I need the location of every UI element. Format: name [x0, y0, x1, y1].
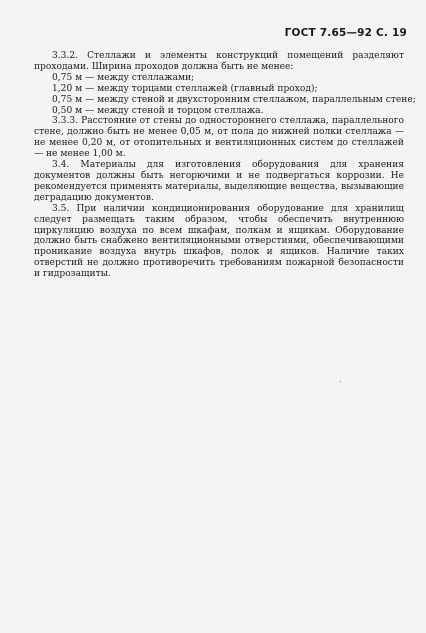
clause-3-5: 3.5. При наличии кондиционирования оборудование для хранилищ следует размещать таким образом, чтобы обеспечить внутреннюю циркуляцию воздуха по всем шкафам, полкам и ящикам. Оборудование должно быть снабжено вентиляционными отверстиями, обеспечивающими проникание воздуха внутрь шкафов, полок и ящиков. Наличие таких отверстий не должно противоречить требованиям пожарной безопасности и гидрозащиты.: [34, 203, 404, 280]
clause-3-3-2-item: 0,50 м — между стеной и торцом стеллажа.: [52, 105, 264, 116]
scan-speck: [340, 381, 341, 382]
clause-3-3-2-intro: 3.3.2. Стеллажи и элементы конструкций помещений разделяют проходами. Ширина проходов должна быть не менее:: [34, 51, 404, 72]
clause-3-4: 3.4. Материалы для изготовления оборудования для хранения документов должны быть негорючими и не подвергаться коррозии. Не рекомендуется применять материалы, выделяющие вещества, вызывающие деградацию документов.: [34, 160, 404, 203]
clause-3-3-3: 3.3.3. Расстояние от стены до одностороннего стеллажа, параллельного стене, должно быть не менее 0,05 м, от пола до нижней полки стеллажа — не менее 0,20 м, от отопительных и вентиляционных систем до стеллажей — не менее 1,00 м.: [34, 116, 404, 160]
clause-3-3-2-item: 1,20 м — между торцами стеллажей (главный проход);: [52, 83, 318, 94]
document-body: [34, 51, 416, 280]
clause-3-3-2-item: 0,75 м — между стеллажами;: [52, 72, 195, 83]
page-header: ГОСТ 7.65—92 С. 19: [284, 27, 407, 39]
clause-3-3-2-item: 0,75 м — между стеной и двухсторонним стеллажом, параллельным стене;: [52, 94, 416, 105]
